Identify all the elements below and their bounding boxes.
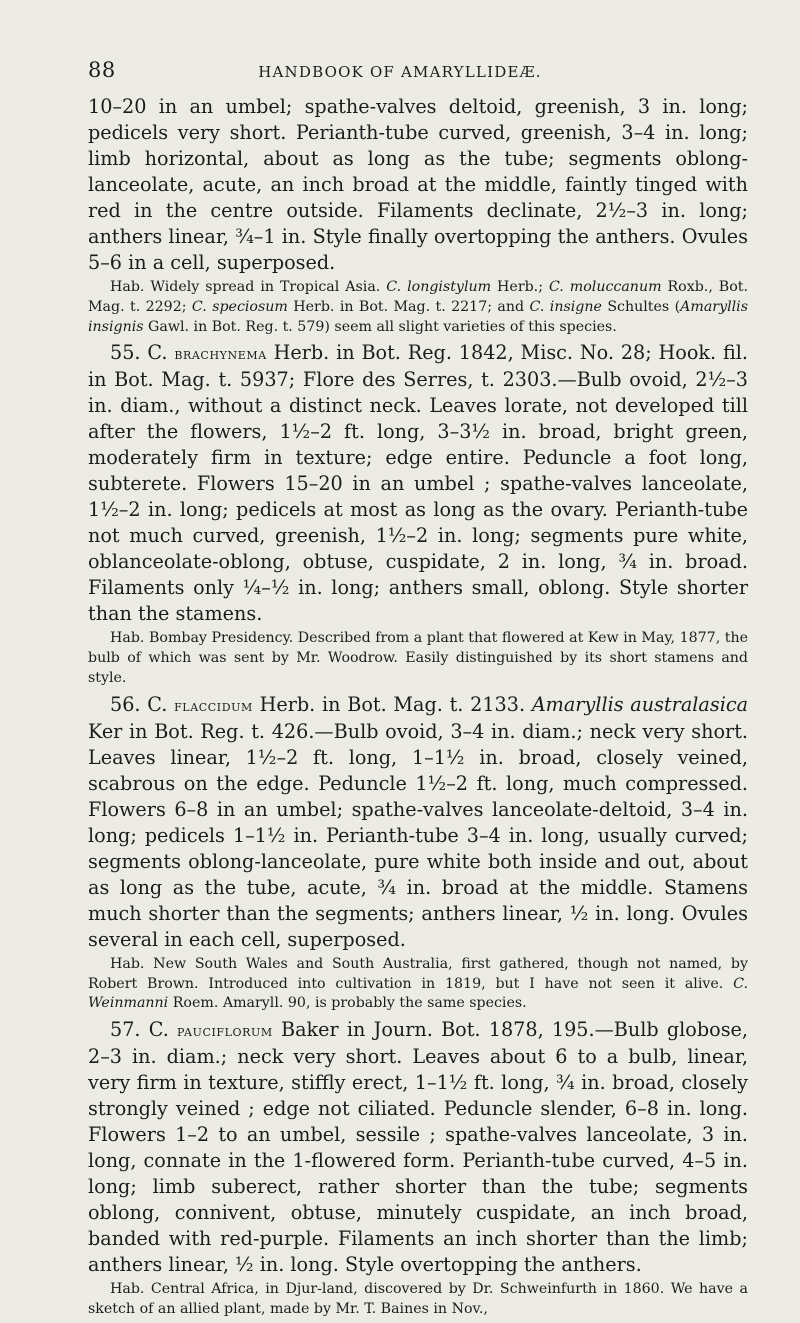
entry-description: Herb. in Bot. Reg. 1842, Misc. No. 28; Hook. fil. in Bot. Mag. t. 5937; Flore des Serres, t. 2303.—Bulb ovoid, 2½–3 in. diam., without a distinct neck. Leaves lorate, not developed till after the flowers, 1½–2 ft. long, 3–3½ in. broad, bright green, moderately firm in texture; edge entire. Peduncle a foot long, subterete. Flowers 15–20 in an umbel ; spathe-valves lanceolate, 1½–2 in. long; pedicels at most as long as the ovary. Perianth-tube not much curved, greenish, 1½–2 in. long; segments pure white, oblanceolate-oblong, obtuse, cuspidate, 2 in. long, ¾ in. broad. Filaments only ¼–½ in. long; anthers small, oblong. Style shorter than the stamens. xyxy=(88,341,748,626)
running-head: HANDBOOK OF AMARYLLIDEÆ. xyxy=(258,63,542,81)
synonym-name: Amaryllis australasica xyxy=(531,692,749,716)
habitat-note-54 xyxy=(88,278,748,337)
page-number: 88 xyxy=(88,58,116,82)
entry-description: Herb. in Bot. Mag. t. 2133. xyxy=(252,692,532,716)
habitat-text: Herb.; xyxy=(491,279,549,295)
species-entry-56 xyxy=(88,692,748,953)
habitat-text: Herb. in Bot. Mag. t. 2217; and xyxy=(287,298,530,315)
habitat-note-56 xyxy=(88,955,748,1014)
habitat-text: Roxb., Bot. Mag. t. 2292; xyxy=(88,279,748,315)
habitat-text: Hab. Widely spread in Tropical Asia. xyxy=(110,279,387,295)
entry-description: Baker in Journ. Bot. 1878, 195.—Bulb globose, 2–3 in. diam.; neck very short. Leaves about 6 to a bulb, linear, very firm in texture, stiffly erect, 1–1½ ft. long, ¾ in. broad, closely strongly veined ; edge not ciliated. Peduncle slender, 6–8 in. long. Flowers 1–2 to an umbel, sessile ; spathe-valves lanceolate, 3 in. long, connate in the 1-flowered form. Perianth-tube curved, 4–5 in. long; limb suberect, rather shorter than the tube; segments oblong, connivent, obtuse, minutely cuspidate, an inch broad, banded with red-purple. Filaments an inch shorter than the limb; anthers linear, ½ in. long. Style overtopping the anthers. xyxy=(88,1018,748,1277)
synonym-name: C. Weinmanni xyxy=(88,975,748,1012)
species-epithet: brachynema xyxy=(174,344,267,364)
page-body xyxy=(88,94,748,1323)
species-entry-57 xyxy=(88,1017,748,1278)
synonym-name: C. insigne xyxy=(529,298,602,315)
entry-number: 56. C. xyxy=(110,692,175,716)
entry-number: 57. C. xyxy=(110,1018,178,1042)
continued-description: 10–20 in an umbel; spathe-valves deltoid, greenish, 3 in. long; pedicels very short. Perianth-tube curved, greenish, 3–4 in. long; limb horizontal, about as long as the tube; segments oblong-lanceolate, acute, an inch broad at the middle, faintly tinged with red in the centre outside. Filaments declinate, 2½–3 in. long; anthers linear, ¾–1 in. Style finally overtopping the anthers. Ovules 5–6 in a cell, superposed. xyxy=(88,95,748,274)
species-epithet: flaccidum xyxy=(174,695,253,715)
synonym-name: C. moluccanum xyxy=(548,279,662,295)
habitat-note-55: Hab. Bombay Presidency. Described from a plant that flowered at Kew in May, 1877, the bulb of which was sent by Mr. Woodrow. Easily distinguished by its short stamens and style. xyxy=(88,630,748,686)
habitat-note-57: Hab. Central Africa, in Djur-land, discovered by Dr. Schweinfurth in 1860. We have a sketch of an allied plant, made by Mr. T. Baines in Nov., xyxy=(88,1281,748,1317)
synonym-name: Amaryllis insignis xyxy=(88,298,748,335)
habitat-text: Roem. Amaryll. 90, is probably the same species. xyxy=(168,995,527,1012)
entry-description: Ker in Bot. Reg. t. 426.—Bulb ovoid, 3–4 in. diam.; neck very short. Leaves linear, 1½–2 ft. long, 1–1½ in. broad, closely veined, scabrous on the edge. Peduncle 1½–2 ft. long, much compressed. Flowers 6–8 in an umbel; spathe-valves lanceolate-deltoid, 3–4 in. long; pedicels 1–1½ in. Perianth-tube 3–4 in. long, usually curved; segments oblong-lanceolate, pure white both inside and out, about as long as the tube, acute, ¾ in. broad at the middle. Stamens much shorter than the segments; anthers linear, ½ in. long. Ovules several in each cell, superposed. xyxy=(88,719,748,951)
synonym-name: C. longistylum xyxy=(386,279,492,295)
entry-number: 55. C. xyxy=(110,341,175,365)
species-entry-55 xyxy=(88,340,748,627)
habitat-text: Gawl. in Bot. Reg. t. 579) seem all slight varieties of this species. xyxy=(143,318,617,335)
synonym-name: C. speciosum xyxy=(191,298,288,315)
habitat-text: Hab. New South Wales and South Australia, first gathered, though not named, by Robert Brown. Introduced into cultivation in 1819, but I have not seen it alive. xyxy=(88,955,748,992)
habitat-text: Schultes ( xyxy=(601,298,681,315)
species-epithet: pauciflorum xyxy=(177,1021,273,1041)
